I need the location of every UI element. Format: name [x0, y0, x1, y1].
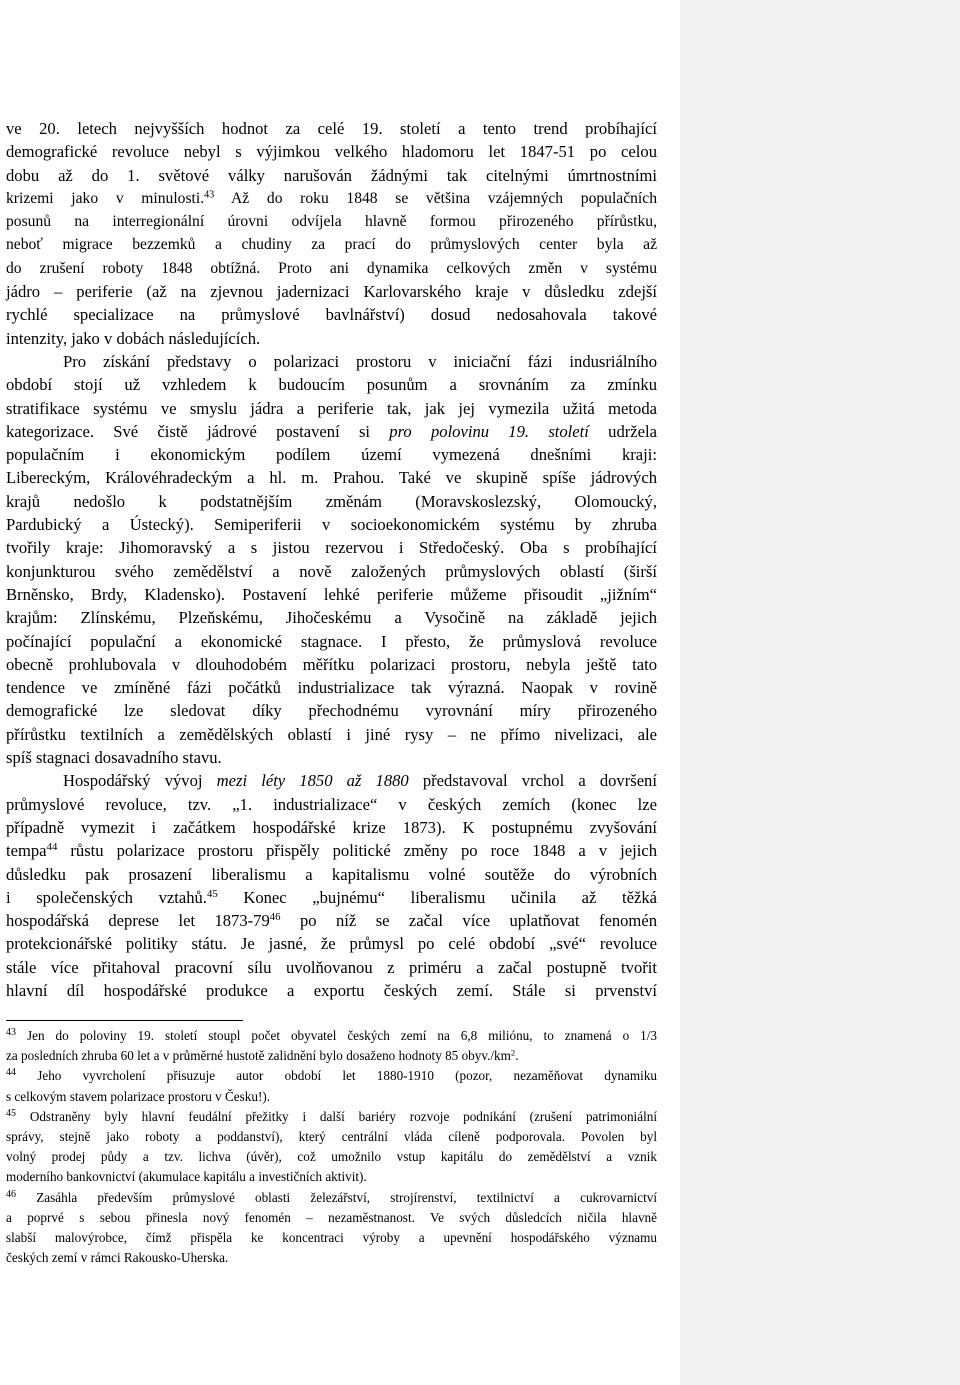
text-line: demografické lze sledovat díky přechodnému vyrovnání míry přirozeného [6, 701, 657, 721]
text-line [6, 839, 657, 862]
text-line: konjunkturou svého zemědělství a nově založených průmyslových oblastí (širší [6, 561, 657, 581]
text-line: obecně prohlubovala v dlouhodobém měřítku polarizaci prostoru, nebyla ještě tato [6, 654, 657, 674]
footnote-text: Jeho vyvrcholení přisuzuje autor období let 1880-1910 (pozor, nezaměňovat dynamiku [37, 1068, 658, 1084]
footnote-line: a poprvé s sebou přinesla nový fenomén – nezaměstnanost. Ve svých důsledcích ničila hlavně [6, 1209, 657, 1225]
comment-margin-panel [680, 0, 960, 1385]
footnote-line: volný prodej půdy a tzv. lichva (úvěr), což umožnilo vstup kapitálu do zemědělství a vznik [6, 1149, 657, 1165]
italic-span: pro polovinu 19. století [389, 421, 589, 441]
text-line: posunů na interregionální úrovni odvíjela hlavně formou přirozeného přírůstku, [6, 213, 657, 231]
text-span: Proto ani dynamika celkových změn v systému [278, 259, 657, 277]
text-span: krizemi jako v minulosti. [6, 189, 205, 207]
text-line [6, 886, 657, 909]
paragraph-start [6, 769, 657, 792]
footnote-ref-44[interactable]: 44 [46, 841, 58, 854]
text-line: stále více přitahoval pracovní sílu uvolňovanou z priméru a začal postupně tvořit [6, 957, 657, 977]
text-line: demografické revoluce nebyl s výjimkou velkého hladomoru let 1847-51 po celou [6, 142, 657, 162]
text-span: do zrušení roboty 1848 obtížná. [6, 259, 261, 277]
text-line: intenzity, jako v dobách následujících. [6, 328, 261, 348]
footnote-line: slabší malovýrobce, čímž přispěla ke koncentraci výroby a upevnění hospodářského významu [6, 1229, 657, 1245]
footnote-number: 45 [6, 1107, 16, 1119]
text-line: populačním i ekonomickým podílem území vymezená dnešními kraji: [6, 445, 657, 465]
footnote-line: s celkovým stavem polarizace prostoru v Česku!). [6, 1088, 271, 1104]
footnote-text: . [515, 1048, 519, 1064]
footnote-number: 46 [6, 1188, 16, 1200]
text-span: udržela [608, 421, 657, 441]
footnote-43 [6, 1026, 657, 1046]
footnote-45 [6, 1107, 657, 1127]
text-line: Libereckým, Královéhradeckým a hl. m. Prahou. Také ve skupině spíše jádrových [6, 468, 657, 488]
text-line: dobu až do 1. světové války narušován žádnými tak citelnými úmrtnostními [6, 165, 657, 185]
text-line: průmyslové revoluce, tzv. „1. industrializace“ v českých zemích (konec lze [6, 794, 657, 814]
text-line: krajů nedošlo k podstatnějším změnám (Moravskoslezský, Olomoucký, [6, 491, 657, 511]
footnote-46 [6, 1188, 657, 1208]
superscript: 2 [510, 1047, 516, 1058]
footnote-ref-45[interactable]: 45 [206, 887, 218, 900]
body-text [6, 117, 657, 1002]
text-line: stratifikace systému ve smyslu jádra a periferie tak, jak jej vymezila užitá metoda [6, 398, 657, 418]
footnote-line: moderního bankovnictví (akumulace kapitálu a investičních aktivit). [6, 1169, 367, 1185]
footnote-separator [6, 1020, 243, 1021]
text-line: spíš stagnaci dosavadního stavu. [6, 748, 222, 768]
text-line: rychlé specializace na průmyslové bavlnářství) dosud nedosahovala takové [6, 305, 657, 325]
text-span: hospodářská deprese let 1873-79 [6, 911, 270, 931]
text-span: Hospodářský vývoj [63, 771, 203, 791]
footnote-44 [6, 1066, 657, 1086]
text-span: Až do roku 1848 se většina vzájemných populačních [231, 189, 657, 207]
text-line [6, 909, 657, 932]
text-line: neboť migrace bezzemků a chudiny za prací do průmyslových center byla až [6, 236, 657, 254]
text-line: důsledku pak prosazení liberalismu a kapitalismu volné soutěže do výrobních [6, 864, 657, 884]
text-span: po níž se začal více uplatňovat fenomén [299, 911, 657, 931]
text-span: i společenských vztahů. [6, 887, 207, 907]
text-line: Pardubický a Ústecký). Semiperiferii v socioekonomickém systému by zhruba [6, 515, 657, 535]
text-line: krajům: Zlínskému, Plzeňskému, Jihočeskému a Vysočině na základě jejich [6, 608, 657, 628]
footnote-text: Zasáhla především průmyslové oblasti železářství, strojírenství, textilnictví a cukrovarnictví [36, 1189, 657, 1205]
text-line: přírůstku textilních a zemědělských oblastí i jiné rysy – ne přímo nivelizaci, ale [6, 724, 657, 744]
text-line: počínající populační a ekonomické stagnace. I přesto, že průmyslová revoluce [6, 631, 657, 651]
text-span: růstu polarizace prostoru přispěly politické změny po roce 1848 a v jejich [70, 841, 658, 861]
text-span: kategorizace. Své čistě jádrové postavení si [6, 421, 371, 441]
footnote-line: českých zemí v rámci Rakousko-Uherska. [6, 1250, 229, 1266]
italic-span: mezi léty 1850 až 1880 [216, 771, 409, 791]
text-line: období stojí už vzhledem k budoucím posunům a srovnáním za zmínku [6, 375, 657, 395]
text-span: tempa [6, 841, 47, 861]
footnote-number: 44 [6, 1067, 16, 1079]
footnote-ref-46[interactable]: 46 [269, 911, 281, 924]
text-line [6, 257, 657, 280]
footnote-text: Odstraněny byly hlavní feudální přežitky i další bariéry rozvoje podnikání (zrušení patrimoniální [29, 1108, 657, 1124]
text-line: ve 20. letech nejvyšších hodnot za celé 19. století a tento trend probíhající [6, 119, 657, 138]
text-line: tendence ve zmíněné fázi počátků industrializace tak výrazná. Naopak v rovině [6, 678, 657, 698]
footnote-ref-43[interactable]: 43 [204, 189, 215, 201]
footnote-line: správy, stejně jako roboty a poddanství), který centrální vláda cíleně podporovala. Povolen byl [6, 1128, 657, 1144]
text-line [6, 420, 657, 443]
text-line: jádro – periferie (až na zjevnou jadernizaci Karlovarského kraje v důsledku zdejší [6, 282, 657, 302]
text-line: protekcionářské politiky státu. Je jasné, že průmysl po celé období „své“ revoluce [6, 934, 657, 954]
footnote-number: 43 [6, 1027, 16, 1038]
text-span: Konec „bujnému“ liberalismu učinila až těžká [243, 887, 657, 907]
text-line: tvořily kraje: Jihomoravský a s jistou rezervou i Středočeský. Oba s probíhající [6, 538, 657, 558]
text-line: hlavní díl hospodářské produkce a exportu českých zemí. Stále si prvenství [6, 980, 657, 1000]
paragraph-start: Pro získání představy o polarizaci prostoru v iniciační fázi indusriálního [63, 351, 657, 371]
text-line: případně vymezit i začátkem hospodářské krize 1873). K postupnému zvyšování [6, 817, 657, 837]
text-line: Brněnsko, Brdy, Kladensko). Postavení lehké periferie můžeme přisoudit „jižním“ [6, 584, 657, 604]
text-line [6, 187, 657, 210]
text-span: představoval vrchol a dovršení [422, 771, 657, 791]
footnote-text: Jen do poloviny 19. století stoupl počet obyvatel českých zemí na 6,8 miliónu, to znamená o 1/3 [26, 1028, 658, 1043]
footnote-line [6, 1046, 657, 1066]
footnotes [6, 1026, 657, 1268]
footnote-text: za posledních zhruba 60 let a v průměrné hustotě zalidnění bylo dosaženo hodnoty 85 obyv./km [6, 1048, 511, 1064]
